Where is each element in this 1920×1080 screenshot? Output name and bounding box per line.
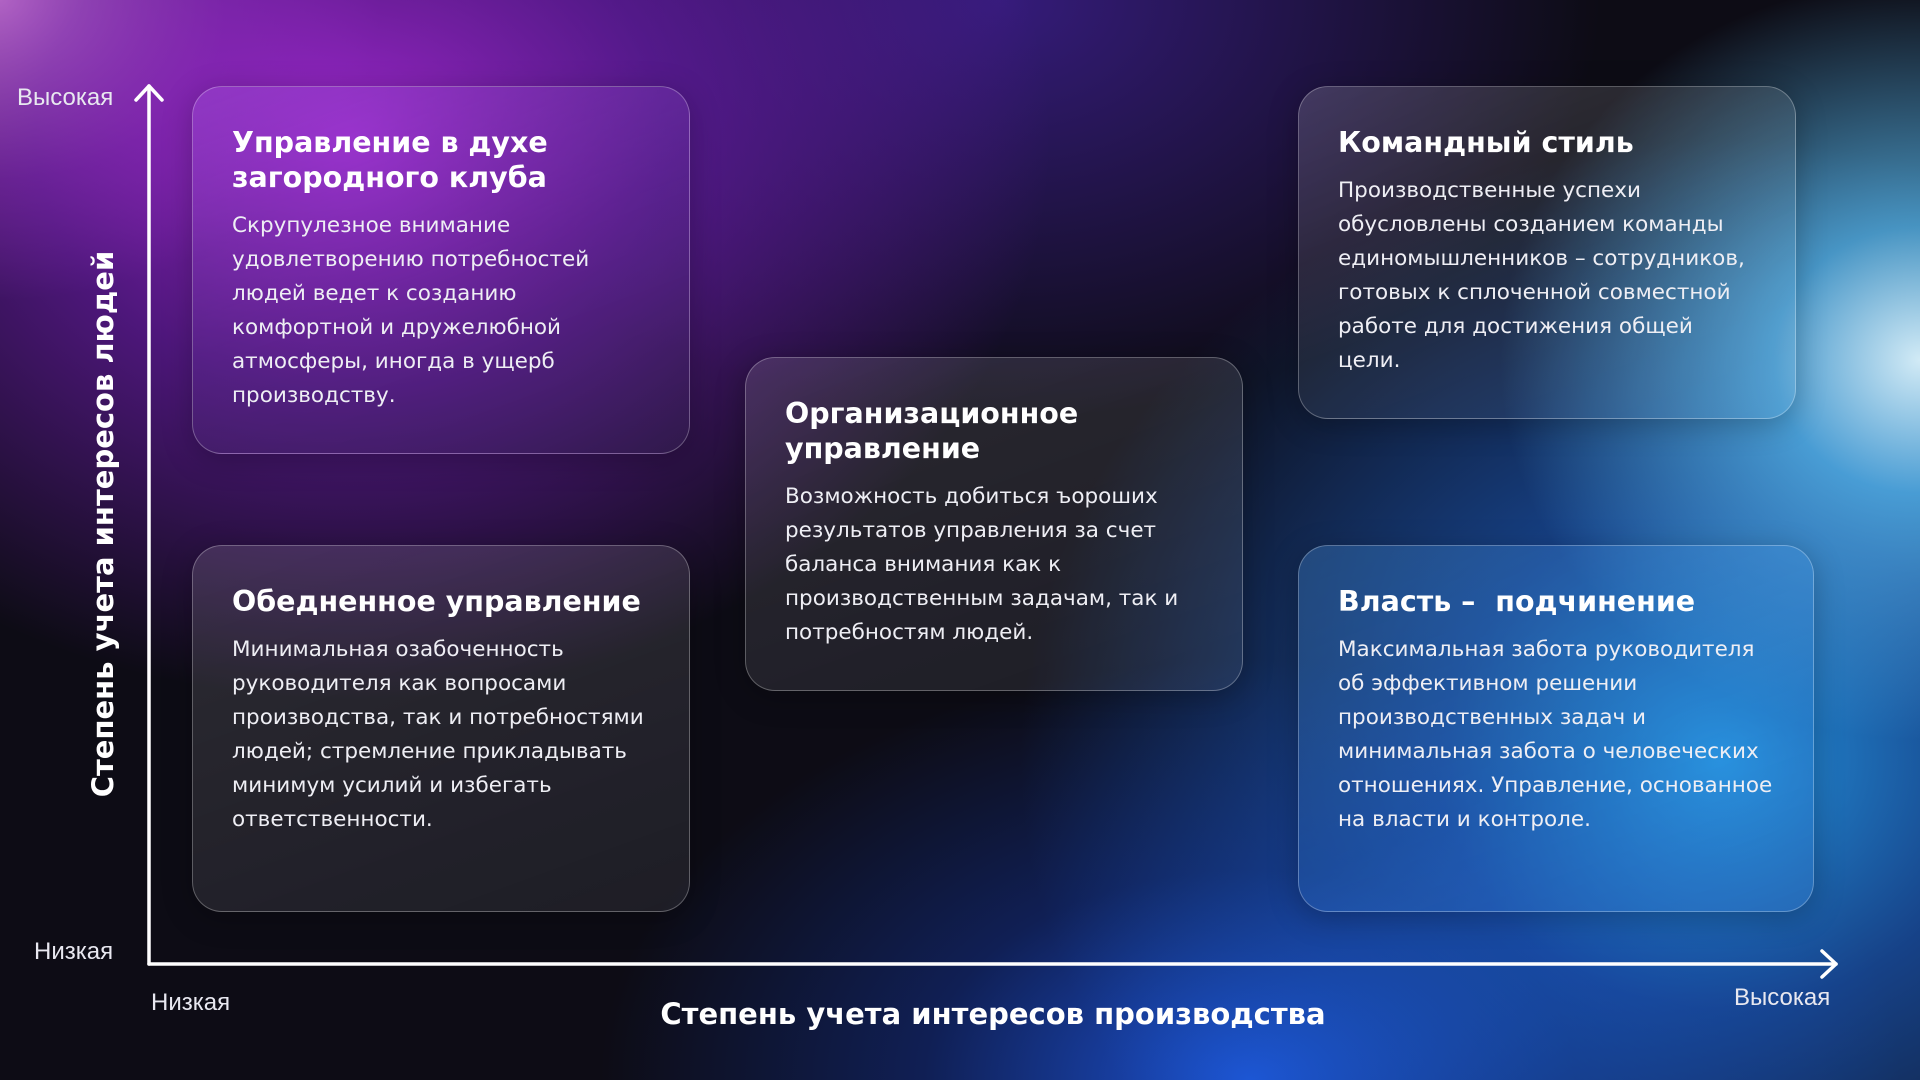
card-text: Производственные успехи обусловлены созданием команды единомышленников – сотрудников, готовых к сплоченной совместной работе для достижения общей цели. xyxy=(1338,178,1745,373)
card-team xyxy=(1298,86,1796,419)
x-axis-high-label: Высокая xyxy=(1734,984,1831,1011)
card-title: Обедненное управление xyxy=(232,585,641,618)
y-axis-high-label: Высокая xyxy=(17,84,114,111)
card-middle-of-the-road xyxy=(745,357,1243,691)
card-title: Командный стиль xyxy=(1338,126,1634,159)
card-text: Скрупулезное внимание удовлетворению потребностей людей ведет к созданию комфортной и дружелюбной атмосферы, иногда в ущерб производству. xyxy=(232,213,590,408)
card-impoverished xyxy=(192,545,690,912)
card-title: Управление в духе загородного клуба xyxy=(232,126,548,194)
card-country-club xyxy=(192,86,690,454)
card-authority-compliance xyxy=(1298,545,1814,912)
card-title: Власть – подчинение xyxy=(1338,585,1696,618)
y-axis-low-label: Низкая xyxy=(34,938,114,965)
y-axis-title: Степень учета интересов людей xyxy=(86,250,120,798)
card-text: Максимальная забота руководителя об эффективном решении производственных задач и минимальная забота о человеческих отношениях. Управление, основанное на власти и контроле. xyxy=(1338,637,1773,832)
card-title: Организационное управление xyxy=(785,397,1079,465)
x-axis-title: Степень учета интересов производства xyxy=(660,997,1326,1031)
card-text: Возможность добиться ъороших результатов управления за счет баланса внимания как к производственным задачам, так и потребностям людей. xyxy=(785,484,1179,645)
x-axis-low-label: Низкая xyxy=(151,989,231,1016)
card-text: Минимальная озабоченность руководителя как вопросами производства, так и потребностями людей; стремление прикладывать минимум усилий и избегать ответственности. xyxy=(232,637,644,832)
